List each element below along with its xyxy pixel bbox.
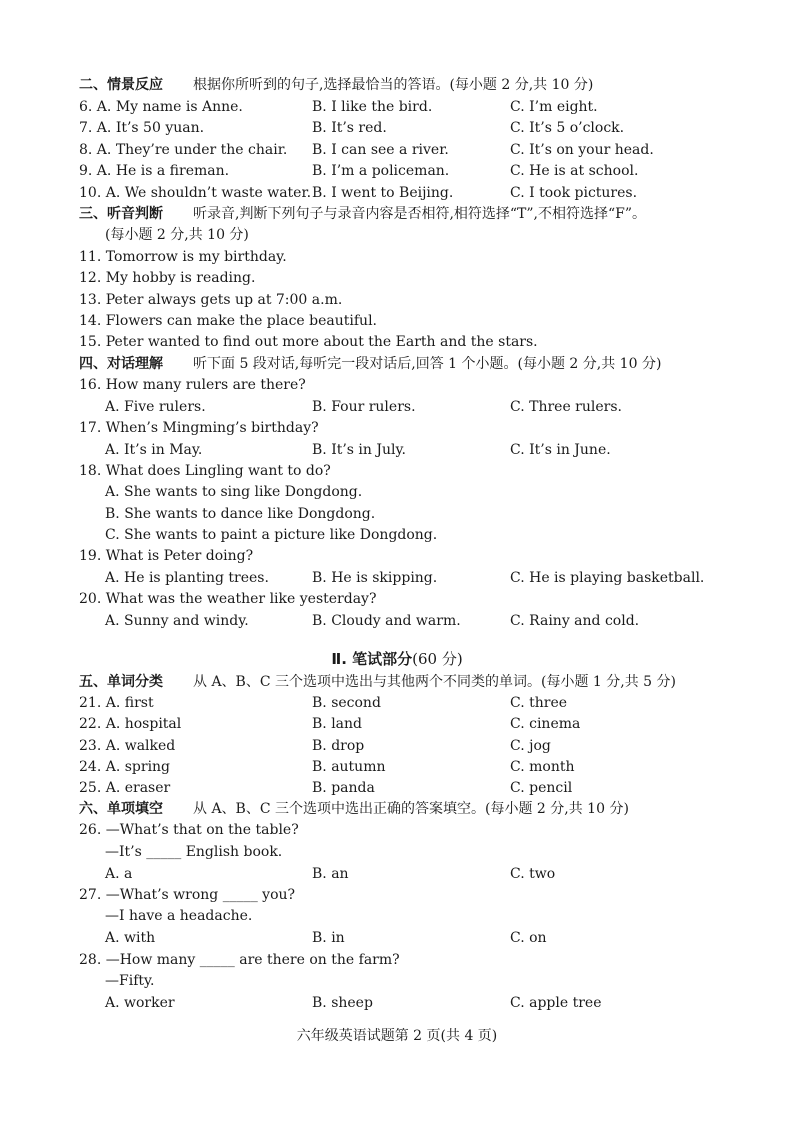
option-b: B. second bbox=[312, 695, 381, 711]
option-a: A. Sunny and windy. bbox=[105, 613, 249, 629]
question-stem bbox=[0, 950, 794, 971]
option-c: C. I took pictures. bbox=[510, 185, 638, 201]
question-stem bbox=[0, 546, 794, 567]
statement: 12. My hobby is reading. bbox=[79, 270, 256, 286]
option-line bbox=[0, 482, 794, 503]
option-c: C. He is playing basketball. bbox=[510, 570, 705, 586]
question-row bbox=[0, 993, 794, 1014]
list-item bbox=[0, 247, 794, 268]
option-b: B. in bbox=[312, 930, 345, 946]
question-row bbox=[0, 864, 794, 885]
section3-instruction-cont bbox=[0, 225, 794, 246]
question-row bbox=[0, 611, 794, 632]
stem: 16. How many rulers are there? bbox=[79, 377, 306, 393]
statement: 15. Peter wanted to find out more about the Earth and the stars. bbox=[79, 334, 538, 350]
option-b: B. Cloudy and warm. bbox=[312, 613, 461, 629]
part2-score: (60 分) bbox=[412, 650, 463, 668]
option-a: A. with bbox=[105, 930, 156, 946]
option-c: C. Three rulers. bbox=[510, 399, 622, 415]
list-item bbox=[0, 311, 794, 332]
question-row bbox=[0, 440, 794, 461]
option-c: C. pencil bbox=[510, 780, 573, 796]
option-b: B. It’s red. bbox=[312, 120, 387, 136]
option-c: C. It’s 5 o’clock. bbox=[510, 120, 625, 136]
section4-title: 四、对话理解 bbox=[79, 356, 163, 372]
option-a: A. Five rulers. bbox=[105, 399, 206, 415]
option-c: C. month bbox=[510, 759, 575, 775]
section5-heading bbox=[0, 672, 794, 693]
question-stem bbox=[0, 418, 794, 439]
list-item bbox=[0, 290, 794, 311]
question-stem bbox=[0, 820, 794, 841]
option-c: C. three bbox=[510, 695, 568, 711]
option-b: B. panda bbox=[312, 780, 375, 796]
option-c: C. apple tree bbox=[510, 995, 602, 1011]
question-row bbox=[0, 778, 794, 799]
option-line bbox=[0, 525, 794, 546]
option-a: 22. A. hospital bbox=[79, 716, 182, 732]
question-row bbox=[0, 757, 794, 778]
option-b: B. autumn bbox=[312, 759, 386, 775]
option-c: C. He is at school. bbox=[510, 163, 639, 179]
stem: 18. What does Lingling want to do? bbox=[79, 463, 331, 479]
section3-title: 三、听音判断 bbox=[79, 206, 163, 222]
option-b: B. He is skipping. bbox=[312, 570, 438, 586]
section5-instruction: 从 A、B、C 三个选项中选出与其他两个不同类的单词。(每小题 1 分,共 5 分) bbox=[193, 674, 676, 690]
option-b: B. I’m a policeman. bbox=[312, 163, 450, 179]
section5-title: 五、单词分类 bbox=[79, 674, 163, 690]
statement: 13. Peter always gets up at 7:00 a.m. bbox=[79, 292, 343, 308]
section6-instruction: 从 A、B、C 三个选项中选出正确的答案填空。(每小题 2 分,共 10 分) bbox=[193, 801, 629, 817]
question-stem bbox=[0, 461, 794, 482]
question-row bbox=[0, 140, 794, 161]
option-b: B. drop bbox=[312, 738, 365, 754]
question-row bbox=[0, 714, 794, 735]
option-a: 21. A. first bbox=[79, 695, 154, 711]
dialogue-line: 28. —How many _____ are there on the farm? bbox=[79, 952, 400, 968]
statement: 11. Tomorrow is my birthday. bbox=[79, 249, 287, 265]
section3-instruction: 听录音,判断下列句子与录音内容是否相符,相符选择“T”,不相符选择“F”。 bbox=[193, 206, 647, 222]
list-item bbox=[0, 268, 794, 289]
section6-heading bbox=[0, 799, 794, 820]
section3-heading bbox=[0, 204, 794, 225]
stem: 20. What was the weather like yesterday? bbox=[79, 591, 377, 607]
question-row bbox=[0, 161, 794, 182]
section4-heading bbox=[0, 354, 794, 375]
option-a: A. He is planting trees. bbox=[105, 570, 269, 586]
option-a: 9. A. He is a fireman. bbox=[79, 163, 230, 179]
option-a: A. a bbox=[105, 866, 133, 882]
section6-title: 六、单项填空 bbox=[79, 801, 163, 817]
dialogue-line: —Fifty. bbox=[105, 973, 155, 989]
option-c: C. It’s in June. bbox=[510, 442, 611, 458]
section2-title: 二、情景反应 bbox=[79, 77, 163, 93]
option-c: C. She wants to paint a picture like Dongdong. bbox=[105, 527, 438, 543]
stem: 19. What is Peter doing? bbox=[79, 548, 254, 564]
option-b: B. sheep bbox=[312, 995, 373, 1011]
option-c: C. I’m eight. bbox=[510, 99, 598, 115]
option-a: A. It’s in May. bbox=[105, 442, 203, 458]
question-stem bbox=[0, 842, 794, 863]
option-a: 8. A. They’re under the chair. bbox=[79, 142, 288, 158]
option-a: 7. A. It’s 50 yuan. bbox=[79, 120, 205, 136]
option-b: B. I like the bird. bbox=[312, 99, 433, 115]
section4-instruction: 听下面 5 段对话,每听完一段对话后,回答 1 个小题。(每小题 2 分,共 10 分) bbox=[193, 356, 662, 372]
option-c: C. Rainy and cold. bbox=[510, 613, 640, 629]
option-c: C. two bbox=[510, 866, 556, 882]
question-stem bbox=[0, 971, 794, 992]
option-a: A. She wants to sing like Dongdong. bbox=[105, 484, 363, 500]
option-b: B. She wants to dance like Dongdong. bbox=[105, 506, 376, 522]
page-footer: 六年级英语试题第 2 页(共 4 页) bbox=[296, 1028, 498, 1044]
option-c: C. cinema bbox=[510, 716, 581, 732]
option-b: B. an bbox=[312, 866, 349, 882]
question-stem bbox=[0, 375, 794, 396]
dialogue-line: 26. —What’s that on the table? bbox=[79, 822, 299, 838]
option-a: A. worker bbox=[105, 995, 175, 1011]
list-item bbox=[0, 332, 794, 353]
dialogue-line: 27. —What’s wrong _____ you? bbox=[79, 887, 296, 903]
option-a: 25. A. eraser bbox=[79, 780, 171, 796]
question-row bbox=[0, 118, 794, 139]
question-row bbox=[0, 183, 794, 204]
question-row bbox=[0, 568, 794, 589]
option-b: B. I can see a river. bbox=[312, 142, 449, 158]
question-stem bbox=[0, 589, 794, 610]
option-b: B. land bbox=[312, 716, 362, 732]
option-a: 24. A. spring bbox=[79, 759, 171, 775]
option-c: C. It’s on your head. bbox=[510, 142, 654, 158]
option-b: B. Four rulers. bbox=[312, 399, 416, 415]
part2-title: Ⅱ. 笔试部分 bbox=[331, 650, 413, 668]
question-stem bbox=[0, 885, 794, 906]
question-row bbox=[0, 97, 794, 118]
question-row bbox=[0, 736, 794, 757]
stem: 17. When’s Mingming’s birthday? bbox=[79, 420, 319, 436]
option-line bbox=[0, 504, 794, 525]
dialogue-line: —I have a headache. bbox=[105, 908, 253, 924]
question-row bbox=[0, 397, 794, 418]
option-b: B. It’s in July. bbox=[312, 442, 406, 458]
part2-heading bbox=[0, 648, 794, 670]
option-c: C. jog bbox=[510, 738, 551, 754]
question-stem bbox=[0, 906, 794, 927]
option-a: 23. A. walked bbox=[79, 738, 176, 754]
section2-instruction: 根据你所听到的句子,选择最恰当的答语。(每小题 2 分,共 10 分) bbox=[193, 77, 594, 93]
section3-instruction2: (每小题 2 分,共 10 分) bbox=[105, 227, 249, 243]
section2-heading bbox=[0, 75, 794, 96]
question-row bbox=[0, 693, 794, 714]
statement: 14. Flowers can make the place beautiful. bbox=[79, 313, 378, 329]
option-a: 10. A. We shouldn’t waste water. bbox=[79, 185, 312, 201]
option-c: C. on bbox=[510, 930, 547, 946]
option-b: B. I went to Beijing. bbox=[312, 185, 454, 201]
question-row bbox=[0, 928, 794, 949]
dialogue-line: —It’s _____ English book. bbox=[105, 844, 283, 860]
option-a: 6. A. My name is Anne. bbox=[79, 99, 243, 115]
